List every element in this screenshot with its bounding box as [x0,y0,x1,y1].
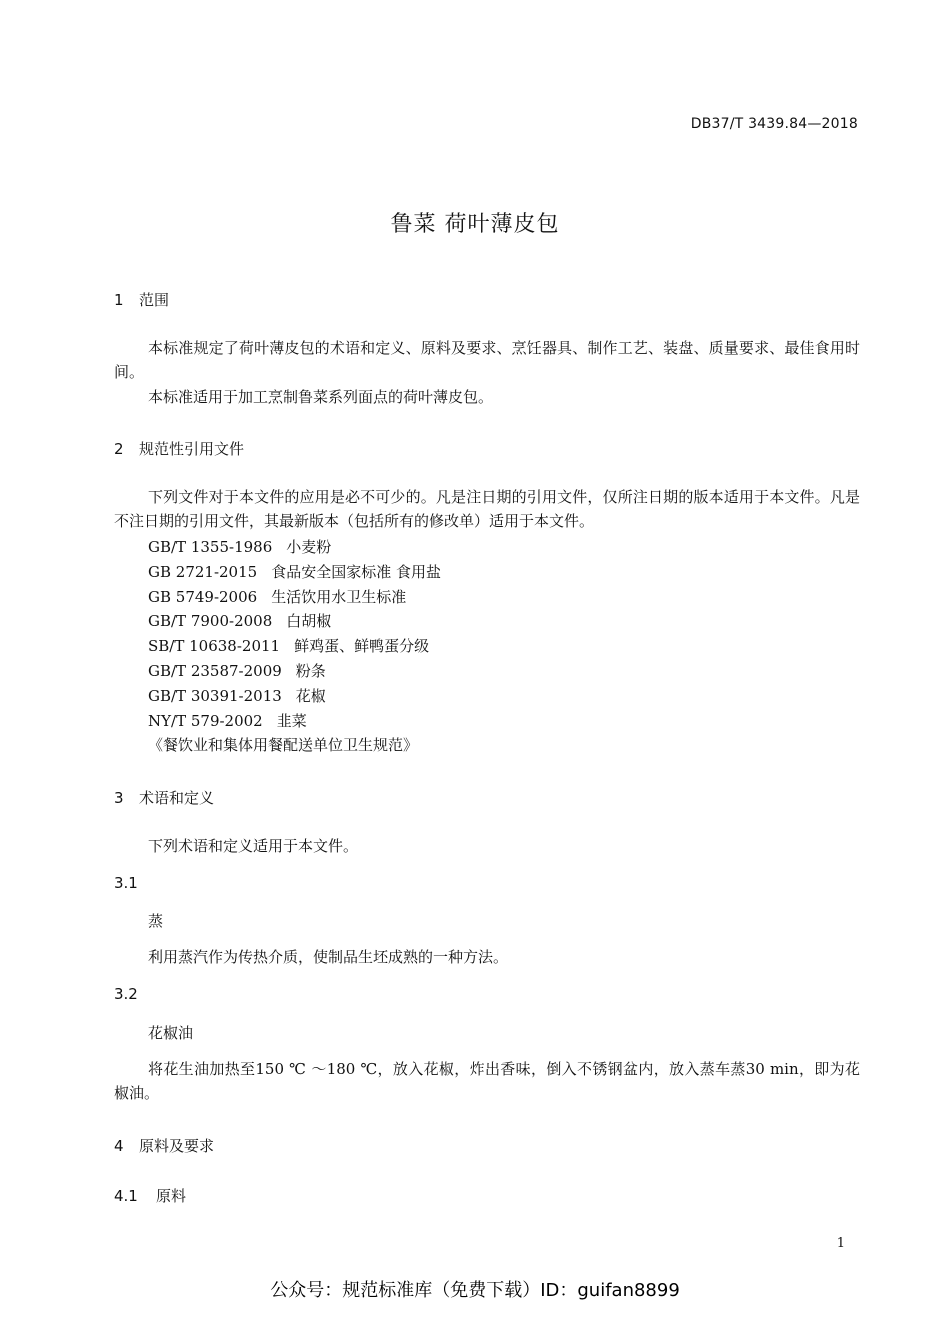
reference-item [148,634,441,659]
reference-name: 白胡椒 [286,612,332,631]
reference-list [148,535,441,758]
term-3-1-number: 3.1 [114,874,138,892]
reference-item [148,684,441,709]
reference-name: 花椒 [295,686,326,705]
section-1-heading [114,289,169,310]
reference-item [148,733,441,758]
scope-paragraph-2: 本标准适用于加工烹制鲁菜系列面点的荷叶薄皮包。 [148,388,494,406]
terms-intro: 下列术语和定义适用于本文件。 [148,837,359,855]
reference-code: NY/T 579-2002 [148,711,263,730]
reference-name: 韭菜 [276,711,307,730]
reference-item [148,535,441,560]
reference-code: SB/T 10638-2011 [148,637,281,656]
reference-code: GB/T 23587-2009 [148,661,282,680]
subsection-title: 原料 [156,1187,187,1205]
reference-code: GB 5749-2006 [148,587,258,606]
reference-name: 《餐饮业和集体用餐配送单位卫生规范》 [148,736,419,755]
section-number: 2 [114,440,124,458]
term-3-1-name: 蒸 [148,912,164,930]
reference-item [148,585,441,610]
reference-name: 鲜鸡蛋、鲜鸭蛋分级 [294,637,430,656]
reference-item [148,609,441,634]
subsection-4-1-heading [114,1185,186,1206]
reference-item [148,560,441,585]
section-number: 1 [114,291,124,309]
reference-name: 生活饮用水卫生标准 [271,587,407,606]
reference-item [148,709,441,734]
scope-paragraph-1: 本标准规定了荷叶薄皮包的术语和定义、原料及要求、烹饪器具、制作工艺、装盘、质量要求、最佳食用时间。 [114,339,860,381]
reference-name: 粉条 [295,661,326,680]
reference-code: GB/T 30391-2013 [148,686,282,705]
term-3-2-number: 3.2 [114,985,138,1003]
section-3-heading [114,787,214,808]
reference-code: GB/T 1355-1986 [148,538,273,556]
term-3-2-definition: 将花生油加热至150 ℃ ～180 ℃，放入花椒，炸出香味，倒入不锈钢盆内，放入蒸车蒸30 min，即为花椒油。 [114,1060,860,1102]
section-number: 3 [114,789,124,807]
section-number: 4 [114,1137,124,1155]
section-title: 原料及要求 [139,1137,215,1155]
section-4-heading [114,1135,214,1156]
document-title: 鲁菜 荷叶薄皮包 [390,212,560,237]
term-3-1-definition: 利用蒸汽作为传热介质，使制品生坯成熟的一种方法。 [148,948,509,966]
subsection-number: 4.1 [114,1187,138,1205]
page-number: 1 [836,1236,845,1251]
section-title: 范围 [139,291,170,309]
term-3-2-name: 花椒油 [148,1024,194,1042]
section-title: 规范性引用文件 [139,440,245,458]
section-title: 术语和定义 [139,789,215,807]
reference-code: GB 2721-2015 [148,562,258,581]
section-2-heading [114,438,244,459]
references-intro: 下列文件对于本文件的应用是必不可少的。凡是注日期的引用文件，仅所注日期的版本适用于本文件。凡是不注日期的引用文件，其最新版本（包括所有的修改单）适用于本文件。 [114,488,860,530]
footer-watermark: 公众号：规范标准库（免费下载）ID：guifan8899 [270,1280,680,1301]
reference-code: GB/T 7900-2008 [148,612,273,631]
reference-item [148,659,441,684]
reference-name: 食品安全国家标准 食用盐 [271,562,441,581]
reference-name: 小麦粉 [286,538,332,556]
document-code: DB37/T 3439.84—2018 [690,116,858,132]
